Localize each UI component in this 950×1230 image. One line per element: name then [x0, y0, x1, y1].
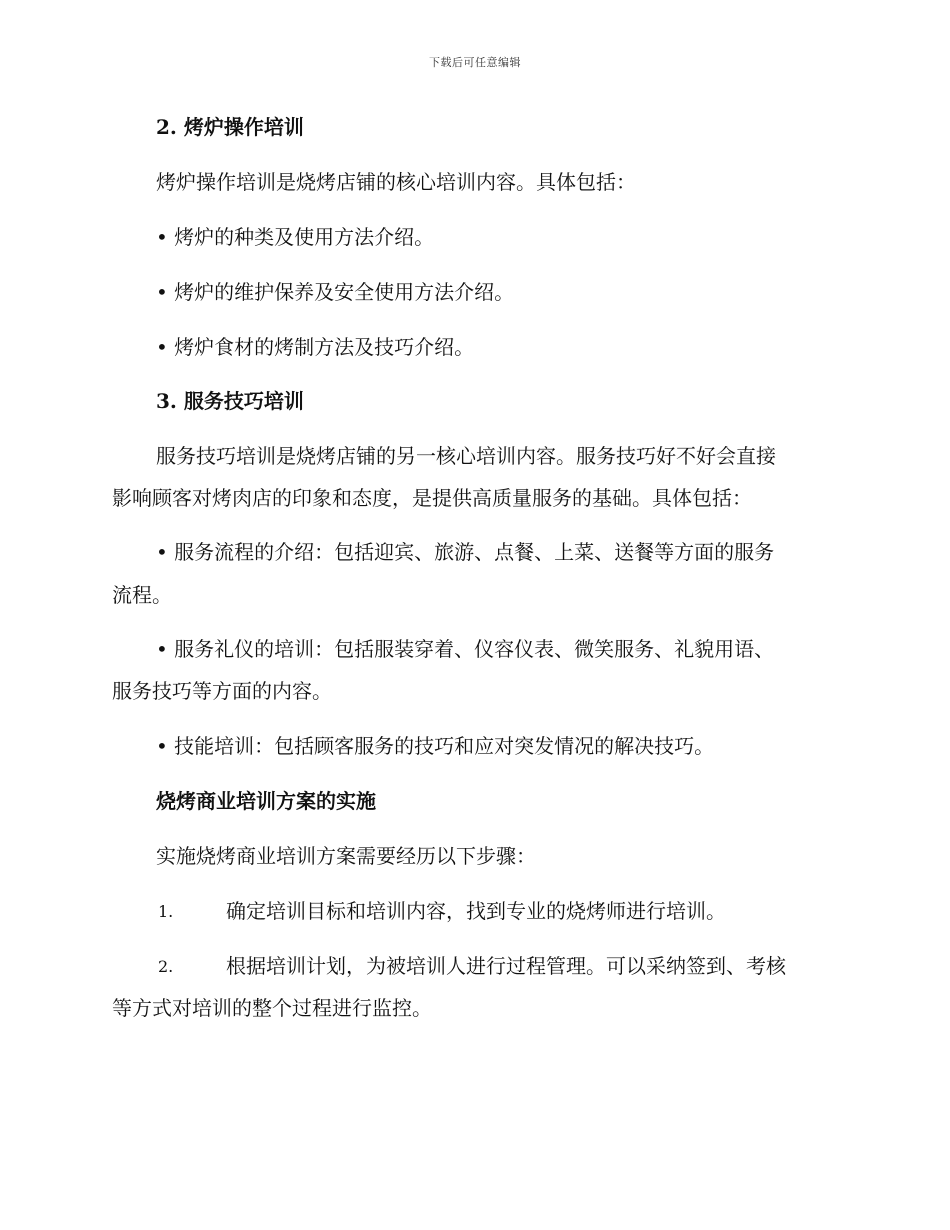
- section-2-bullet: • 烤炉的维护保养及安全使用方法介绍。: [156, 280, 515, 304]
- step-number: 1.: [158, 902, 174, 921]
- section-2-intro: 烤炉操作培训是烧烤店铺的核心培训内容。具体包括：: [156, 170, 636, 194]
- step-number: 2.: [158, 957, 174, 976]
- step-text: 根据培训计划，为被培训人进行过程管理。可以采纳签到、考核: [226, 954, 786, 978]
- page-header: 下载后可任意编辑: [429, 56, 521, 69]
- section-3-bullet: • 技能培训：包括顾客服务的技巧和应对突发情况的解决技巧。: [156, 734, 715, 758]
- section-3-bullet-line: • 服务流程的介绍：包括迎宾、旅游、点餐、上菜、送餐等方面的服务: [156, 540, 775, 564]
- section-2-bullet: • 烤炉的种类及使用方法介绍。: [156, 225, 435, 249]
- implementation-intro: 实施烧烤商业培训方案需要经历以下步骤：: [156, 844, 536, 868]
- section-3-bullet-line: 服务技巧等方面的内容。: [112, 679, 332, 703]
- section-2-heading: 2. 烤炉操作培训: [156, 115, 304, 139]
- section-3-bullet-line: 流程。: [112, 583, 172, 607]
- section-2-bullet: • 烤炉食材的烤制方法及技巧介绍。: [156, 335, 475, 359]
- section-3-intro-line: 影响顾客对烤肉店的印象和态度，是提供高质量服务的基础。具体包括：: [112, 486, 752, 510]
- step-text-continuation: 等方式对培训的整个过程进行监控。: [112, 996, 432, 1020]
- section-3-heading: 3. 服务技巧培训: [156, 389, 304, 413]
- step-text: 确定培训目标和培训内容，找到专业的烧烤师进行培训。: [226, 899, 726, 923]
- implementation-heading: 烧烤商业培训方案的实施: [156, 789, 376, 813]
- section-3-intro-line: 服务技巧培训是烧烤店铺的另一核心培训内容。服务技巧好不好会直接: [156, 444, 776, 468]
- section-3-bullet-line: • 服务礼仪的培训：包括服装穿着、仪容仪表、微笑服务、礼貌用语、: [156, 637, 775, 661]
